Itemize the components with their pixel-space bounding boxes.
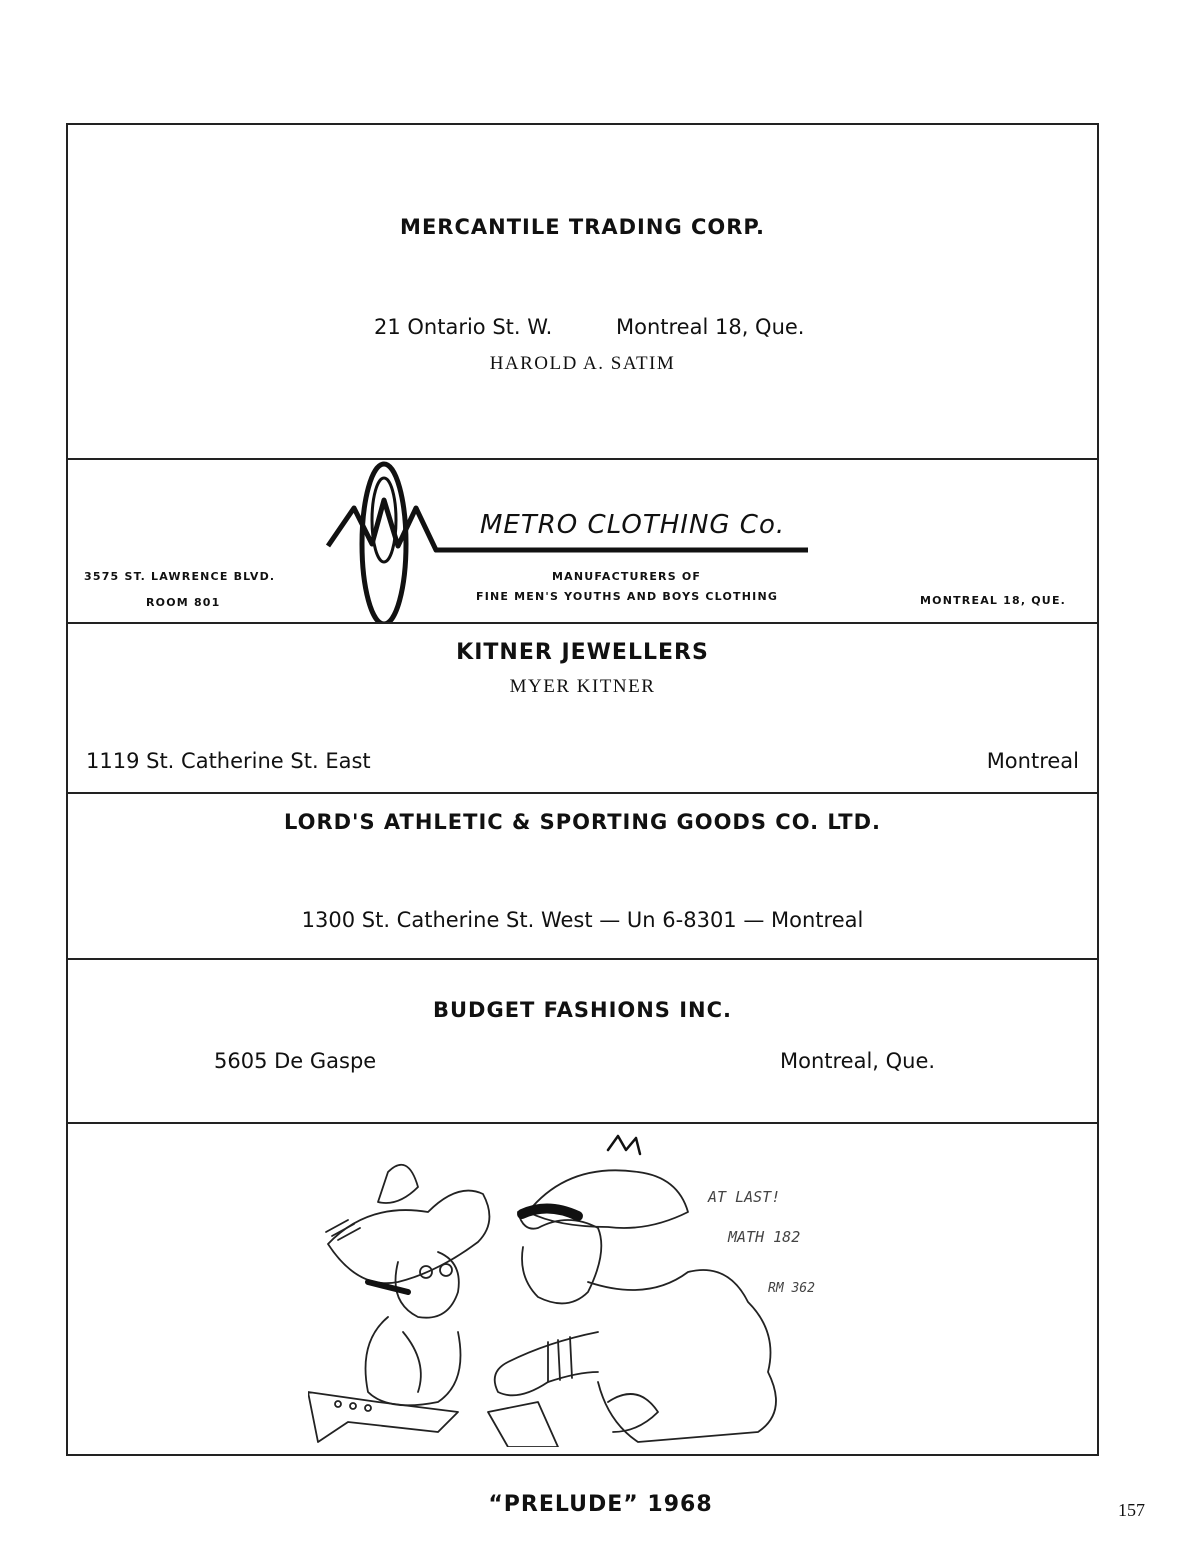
ad-address-line1: 3575 ST. LAWRENCE BLVD. — [84, 570, 276, 583]
ad-kitner-jewellers — [68, 624, 1097, 792]
ad-title: METRO CLOTHING Co. — [480, 510, 786, 540]
ad-tagline2: FINE MEN'S YOUTHS AND BOYS CLOTHING — [476, 590, 779, 603]
ad-city: Montreal, Que. — [780, 1049, 936, 1073]
ad-city: Montreal 18, Que. — [616, 315, 805, 339]
ad-mercantile-trading — [68, 125, 1097, 458]
ad-lords-athletic — [68, 794, 1097, 958]
ad-city: MONTREAL 18, QUE. — [920, 594, 1067, 607]
cartoon-sign-line1: AT LAST! — [708, 1188, 781, 1206]
ad-address-line2: ROOM 801 — [146, 596, 221, 609]
two-students-cartoon-illustration — [308, 1132, 868, 1447]
ad-title: BUDGET FASHIONS INC. — [432, 998, 733, 1022]
ad-title: MERCANTILE TRADING CORP. — [400, 215, 765, 239]
ad-city: Montreal — [986, 749, 1079, 773]
ad-contact: MYER KITNER — [509, 676, 656, 697]
cartoon-panel — [68, 1124, 1097, 1454]
page-number: 157 — [1118, 1500, 1145, 1520]
ad-street: 1119 St. Catherine St. East — [86, 749, 371, 773]
ad-title: KITNER JEWELLERS — [456, 640, 709, 665]
footer-title: “PRELUDE” 1968 — [488, 1492, 713, 1517]
ad-street: 21 Ontario St. W. — [374, 315, 553, 339]
ad-contact: HAROLD A. SATIM — [489, 353, 676, 374]
ad-street: 5605 De Gaspe — [214, 1049, 377, 1073]
ad-tagline1: MANUFACTURERS OF — [552, 570, 702, 583]
advertisement-page-frame — [66, 123, 1099, 1456]
ad-address: 1300 St. Catherine St. West — Un 6-8301 — Montreal — [301, 908, 864, 932]
ad-title: LORD'S ATHLETIC & SPORTING GOODS CO. LTD. — [283, 810, 882, 834]
cartoon-sign-line3: RM 362 — [768, 1281, 815, 1296]
cartoon-sign-line2: MATH 182 — [728, 1228, 801, 1246]
ad-budget-fashions — [68, 960, 1097, 1122]
ad-metro-clothing — [68, 460, 1097, 622]
